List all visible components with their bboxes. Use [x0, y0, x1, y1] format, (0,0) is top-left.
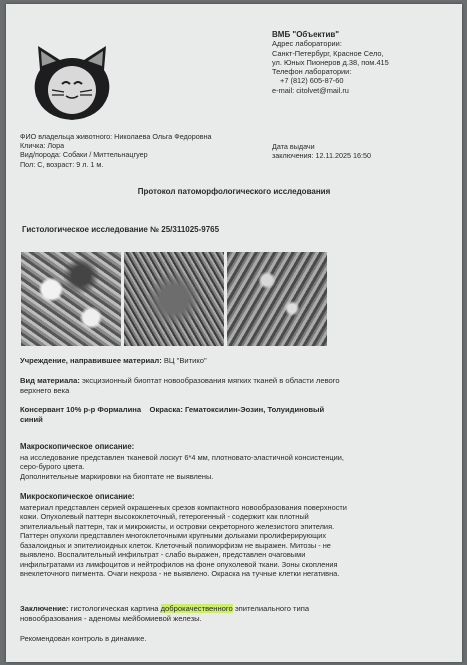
stain-label: Окраска: — [149, 405, 183, 414]
institution-field — [20, 356, 450, 366]
micro-heading: Микроскопическое описание: — [20, 492, 135, 501]
macro-line: серо-бурого цвета. — [20, 462, 85, 471]
conclusion-label: Заключение: — [20, 604, 69, 613]
pet-sex-age: Пол: С, возраст: 9 л. 1 м. — [20, 159, 104, 169]
macro-line: Дополнительные маркировки на биоптате не выявлены. — [20, 471, 214, 481]
micrograph-1 — [21, 252, 121, 346]
conclusion-text-post: эпителиального типа — [234, 604, 310, 613]
histology-number: Гистологическое исследование № 25/311025-9765 — [22, 225, 220, 234]
cat-logo-icon — [26, 40, 118, 124]
micro-line: внеклеточного пигмента. Очаги некроза - не выявлено. Окраска на тучные клетки негативна. — [20, 569, 340, 578]
recommendation: Рекомендован контроль в динамике. — [20, 634, 147, 643]
issue-date — [272, 142, 371, 160]
lab-address-line2: ул. Юных Пионеров д.38, пом.415 — [272, 57, 389, 67]
preservative-field — [20, 405, 450, 424]
stain-value-2: синий — [20, 414, 43, 424]
micrograph-2 — [124, 252, 224, 346]
micrograph-strip — [21, 252, 327, 346]
institution-label: Учреждение, направившее материал: — [20, 356, 162, 365]
material-field — [20, 376, 450, 395]
micro-description — [20, 492, 450, 579]
lab-address-line1: Санкт-Петербург, Красное Село, — [272, 48, 384, 58]
lab-phone: +7 (812) 605-87-60 — [280, 76, 344, 86]
micro-line: выявлено. Воспалительный инфильтрат - слабо выражен, представлен очаговыми — [20, 550, 306, 559]
micro-line: кожи. Опухолевый паттерн высококлеточный, гетерогенный - содержит как плотный — [20, 512, 309, 521]
material-label: Вид материала: — [20, 376, 80, 385]
conclusion-text-pre: гистологическая картина — [70, 604, 159, 613]
material-value-2: верхнего века — [20, 385, 70, 395]
issue-label: Дата выдачи — [272, 142, 315, 151]
preservative-text: Консервант 10% р-р Формалина — [20, 405, 142, 414]
micro-line: базалоидных и эпителиоидных клеток. Клеточный полиморфизм не выражен. Митозы - не — [20, 540, 331, 550]
protocol-title: Протокол патоморфологического исследования — [137, 187, 331, 196]
macro-line: на исследование представлен тканевой лоскут 6*4 мм, плотновато-эластичной консистенции, — [20, 452, 344, 462]
owner-name: ФИО владельца животного: Николаева Ольга Федоровна — [20, 132, 212, 141]
lab-phone-label: Телефон лаборатории: — [272, 67, 352, 77]
lab-info — [272, 30, 389, 95]
material-value: эксцизионный биоптат новообразования мягких тканей в области левого — [82, 376, 340, 385]
micro-line: Паттерн опухоли представлен многоклеточными крупными дольками пролиферирующих — [20, 531, 327, 540]
conclusion-highlight: доброкачественного — [160, 604, 233, 613]
micro-line: инфильтратами из лимфоцитов и нейтрофилов на фоне опухолевой ткани. Зоны скопления — [20, 559, 338, 569]
pet-nickname: Кличка: Лора — [20, 141, 65, 151]
document-page — [6, 4, 462, 662]
macro-description — [20, 442, 450, 481]
lab-address-label: Адрес лаборатории: — [272, 39, 342, 49]
conclusion-line-2: новообразования - аденомы мейбомиевой железы. — [20, 613, 202, 623]
patient-info — [20, 132, 212, 169]
pet-species: Вид/порода: Собаки / Миттельнацгуер — [20, 150, 148, 160]
conclusion — [20, 604, 450, 623]
conclusion-date: заключения: 12.11.2025 16:50 — [272, 151, 371, 161]
stain-value: Гематоксилин-Эозин, Толуидиновый — [185, 405, 325, 414]
micro-line: эпителиальный паттерн, так и микрокисты, и островки секреторного железистого эпителия. — [20, 521, 335, 531]
lab-name: ВМБ "Объектив" — [272, 30, 340, 39]
micrograph-3 — [227, 252, 327, 346]
institution-value: ВЦ "Витико" — [163, 356, 207, 365]
micro-line: материал представлен серией окрашенных срезов компактного новообразования поверхности — [20, 502, 347, 512]
macro-heading: Макроскопическое описание: — [20, 442, 135, 451]
lab-email: e-mail: citolvet@mail.ru — [272, 85, 349, 95]
